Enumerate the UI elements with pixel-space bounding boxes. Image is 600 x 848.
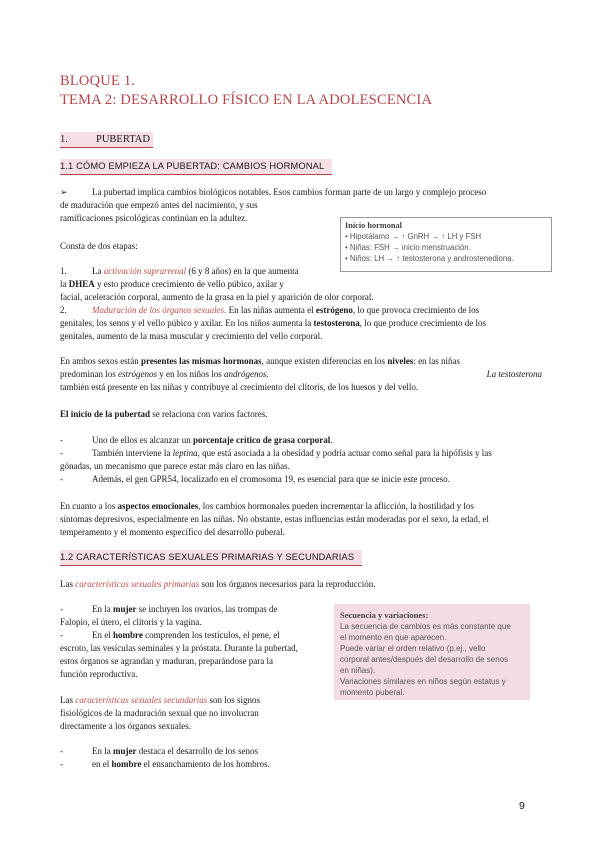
bullet-arrow-icon: ➢ [60,187,68,197]
list-item: - En el hombre comprenden los testículos, el pene, el [60,630,280,640]
list-item: - En la mujer destaca el desarrollo de los senos [60,746,258,756]
term-suprarrenal: activación suprarrenal [103,266,187,276]
subheading-1-2: 1.2 CARACTERÍSTICAS SEXUALES PRIMARIAS Y SECUNDARIAS [60,552,355,562]
topic-title: TEMA 2: DESARROLLO FÍSICO EN LA ADOLESCENCIA [60,92,433,108]
stage-2: 2. Maduración de los órganos sexuales. En las niñas aumenta el estrógeno, lo que provoca crecimiento de los genitales, los senos y el vello púbico y axilar. En los niños aumenta la testosterona, lo que produce crecimiento de los genitales, aumento de la masa muscular y crecimiento del vello corporal. [60,305,486,341]
secondary-list [60,745,360,771]
list-item: - También interviene la leptina, que está asociada a la obesidad y podría actuar como señal para la hipófisis y las [60,448,492,458]
emotional-paragraph: En cuanto a los aspectos emocionales, los cambios hormonales pueden incrementar la aflicción, la hostilidad y los síntomas depresivos, especialmente en las niñas. No obstante, estas influencias están moderadas por el sexo, la edad, el temperamento y el momento específico del desarrollo puberal. [60,501,489,537]
block-title: BLOQUE 1. [60,73,136,89]
subheading-1-1: 1.1 CÓMO EMPIEZA LA PUBERTAD: CAMBIOS HORMONAL [60,161,325,171]
box-heading: Inicio hormonal [345,221,402,230]
primary-list: - En la mujer se incluyen los ovarios, las trompas de Falopio, el útero, el clítoris y la vagina. - En el hombre comprenden los testículos, el pene, el escroto, las vesículas seminales y la próstata. Durante la pubertad, estos órganos se agrandan y maduran, preparándose para la función reproductiva. [60,603,324,681]
primary-paragraph: Las características sexuales primarias son los órganos necesarios para la reproducción. [60,579,376,589]
section-heading [60,132,150,147]
secondary-paragraph: Las características sexuales secundarias son los signos fisiológicos de la maduración sexual que no involucran directamente a los órganos sexuales. [60,695,260,731]
term-primarias: características sexuales primarias [75,579,200,589]
list-item: - en el hombre el ensanchamiento de los hombros. [60,759,270,769]
box-heading: Secuencia y variaciones: [340,610,429,620]
section-label: PUBERTAD [96,134,150,145]
page-title [60,72,432,110]
sequence-variations-box: Secuencia y variaciones: La secuencia de cambios es más constante que el momento en que aparecen. Puede variar el orden relativo (p.ej., vello corporal antes/después del desarrollo de senos en niñas). Variaciones similares en niños según estatus y momento puberal. [334,604,530,700]
list-item: - En la mujer se incluyen los ovarios, las trompas de [60,604,278,614]
section-number: 1. [60,134,68,145]
term-secundarias: características sexuales secundarias [75,695,208,705]
term-maduracion: Maduración de los órganos sexuales. [92,305,227,315]
list-item: - Uno de ellos es alcanzar un porcentaje crítico de grasa corporal. [60,435,333,445]
factors-list: - Uno de ellos es alcanzar un porcentaje crítico de grasa corporal. - También interviene la leptina, que está asociada a la obesidad y podría actuar como señal para la hipófisis y las gónadas, un mecanismo que parece estar más claro en las niñas. - Además, el gen GPR54, localizado en el cromosoma 19, es esencial para que se inicie este proceso. [60,434,542,486]
hormonal-start-box: Inicio hormonal • Hipotálamo → ↑ GnRH → ↑ LH y FSH • Niñas: FSH → inicio menstruación. • Niños: LH → ↑ testosterona y androstenediona. [340,217,552,272]
list-item: - Además, el gen GPR54, localizado en el cromosoma 19, es esencial para que se inicie este proceso. [60,474,450,484]
intro-cont: de maduración que empezó antes del nacimiento, y sus ramificaciones psicológicas continúan en la adultez. [60,200,258,223]
page-number: 9 [519,800,525,812]
stage-1-cont: facial, aceleración corporal, aumento de la grasa en la piel y aparición de olor corporal. [60,292,374,302]
onset-paragraph: El inicio de la pubertad se relaciona con varios factores. [60,409,268,419]
stages-intro: Consta de dos etapas: [60,241,138,251]
stage-1: 1. La activación suprarrenal (6 y 8 años) en la que aumenta la DHEA y esto produce crecimiento de vello púbico, axilar y [60,266,299,289]
hormones-paragraph: En ambos sexos están presentes las mismas hormonas, aunque existen diferencias en los niveles: en las niñas predominan los estrógenos y en los niños los andrógenos. La testosterona también está presente en las niñas y contribuye al crecimiento del clítoris, de los huesos y del vello. [60,356,542,392]
intro-paragraph: ➢ La pubertad implica cambios biológicos notables. Esos cambios forman parte de un largo y complejo proceso [60,187,487,197]
